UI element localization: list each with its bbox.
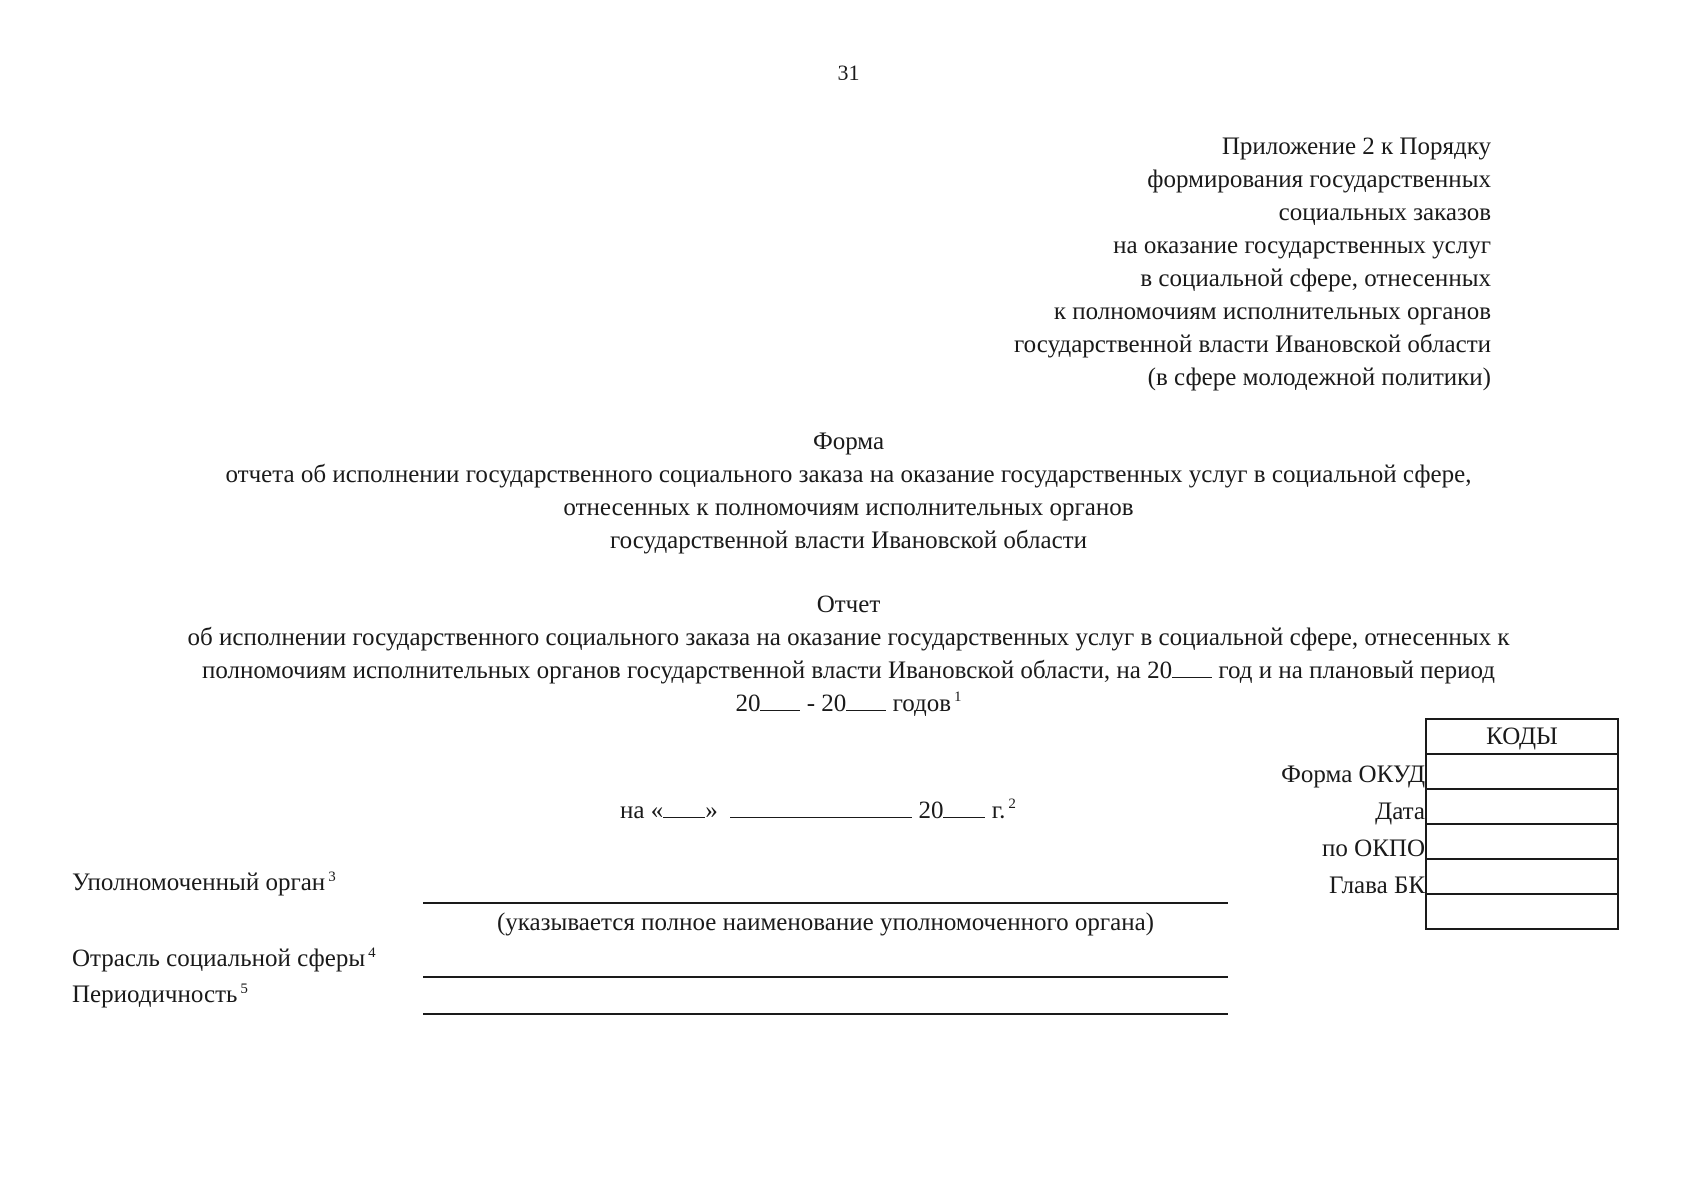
form-heading xyxy=(0,425,1697,557)
report-date-line xyxy=(620,795,1016,826)
sector-input-line[interactable] xyxy=(423,976,1228,978)
code-label-date: Дата xyxy=(1375,798,1425,825)
authority-label-text: Уполномоченный орган xyxy=(72,869,326,896)
footnote-mark: 5 xyxy=(240,981,248,997)
code-cell-okud[interactable] xyxy=(1426,754,1618,789)
code-cell-okpo[interactable] xyxy=(1426,824,1618,859)
date-year-prefix: 20 xyxy=(912,797,944,824)
appendix-line: на оказание государственных услуг xyxy=(1113,232,1491,259)
appendix-line: социальных заказов xyxy=(1278,199,1491,226)
appendix-line: формирования государственных xyxy=(1147,166,1491,193)
date-year-blank[interactable] xyxy=(943,795,985,818)
code-cell-date[interactable] xyxy=(1426,789,1618,824)
report-heading xyxy=(0,588,1697,720)
sector-label xyxy=(72,944,376,974)
appendix-line: Приложение 2 к Порядку xyxy=(1221,133,1491,160)
appendix-block xyxy=(1014,130,1491,394)
report-heading-line xyxy=(0,654,1697,687)
period-start-prefix: 20 xyxy=(735,690,761,717)
form-heading-line: отчета об исполнении государственного социального заказа на оказание государственных услуг в социальной сфере, xyxy=(225,461,1472,488)
period-end-prefix: - 20 xyxy=(800,690,847,717)
footnote-mark: 3 xyxy=(328,869,336,885)
code-cell-extra[interactable] xyxy=(1426,894,1618,929)
period-label xyxy=(72,980,248,1010)
code-label-okud: Форма ОКУД xyxy=(1281,761,1425,788)
month-blank[interactable] xyxy=(730,795,912,818)
period-label-text: Периодичность xyxy=(72,981,238,1008)
code-cell-bk[interactable] xyxy=(1426,859,1618,894)
footnote-mark: 2 xyxy=(1008,796,1016,812)
footnote-mark: 4 xyxy=(368,945,376,961)
years-word: годов xyxy=(886,690,951,717)
report-line2-text: полномочиям исполнительных органов государственной власти Ивановской области, на 20 xyxy=(201,657,1173,684)
appendix-line: к полномочиям исполнительных органов xyxy=(1053,298,1491,325)
report-heading-line xyxy=(0,687,1697,720)
period-input-line[interactable] xyxy=(423,1013,1228,1015)
code-label-bk: Глава БК xyxy=(1329,872,1425,899)
period-end-blank[interactable] xyxy=(846,688,886,711)
report-heading-line: об исполнении государственного социального заказа на оказание государственных услуг в социальной сфере, отнесенных к xyxy=(187,624,1510,651)
form-heading-line: государственной власти Ивановской области xyxy=(610,527,1087,554)
year-blank[interactable] xyxy=(1172,655,1212,678)
report-line2-tail: год и на плановый период xyxy=(1212,657,1496,684)
codes-table xyxy=(1425,718,1619,930)
appendix-line: (в сфере молодежной политики) xyxy=(1147,364,1491,391)
date-prefix: на « xyxy=(620,797,664,824)
day-blank[interactable] xyxy=(663,795,705,818)
appendix-line: государственной власти Ивановской области xyxy=(1014,331,1491,358)
form-heading-line: отнесенных к полномочиям исполнительных органов xyxy=(563,494,1134,521)
appendix-line: в социальной сфере, отнесенных xyxy=(1140,265,1491,292)
code-label-okpo: по ОКПО xyxy=(1322,835,1425,862)
form-title: Форма xyxy=(812,428,885,455)
page-number: 31 xyxy=(837,60,860,85)
authority-hint: (указывается полное наименование уполномоченного органа) xyxy=(496,909,1155,936)
period-start-blank[interactable] xyxy=(760,688,800,711)
codes-header: КОДЫ xyxy=(1426,719,1618,754)
code-labels xyxy=(1281,756,1425,904)
report-title: Отчет xyxy=(816,591,881,618)
footnote-mark: 1 xyxy=(954,689,962,705)
date-suffix: г. xyxy=(985,797,1006,824)
date-quote-close: » xyxy=(705,797,718,824)
authority-input-line[interactable] xyxy=(423,902,1228,904)
authority-label xyxy=(72,868,336,898)
sector-label-text: Отрасль социальной сферы xyxy=(72,945,366,972)
